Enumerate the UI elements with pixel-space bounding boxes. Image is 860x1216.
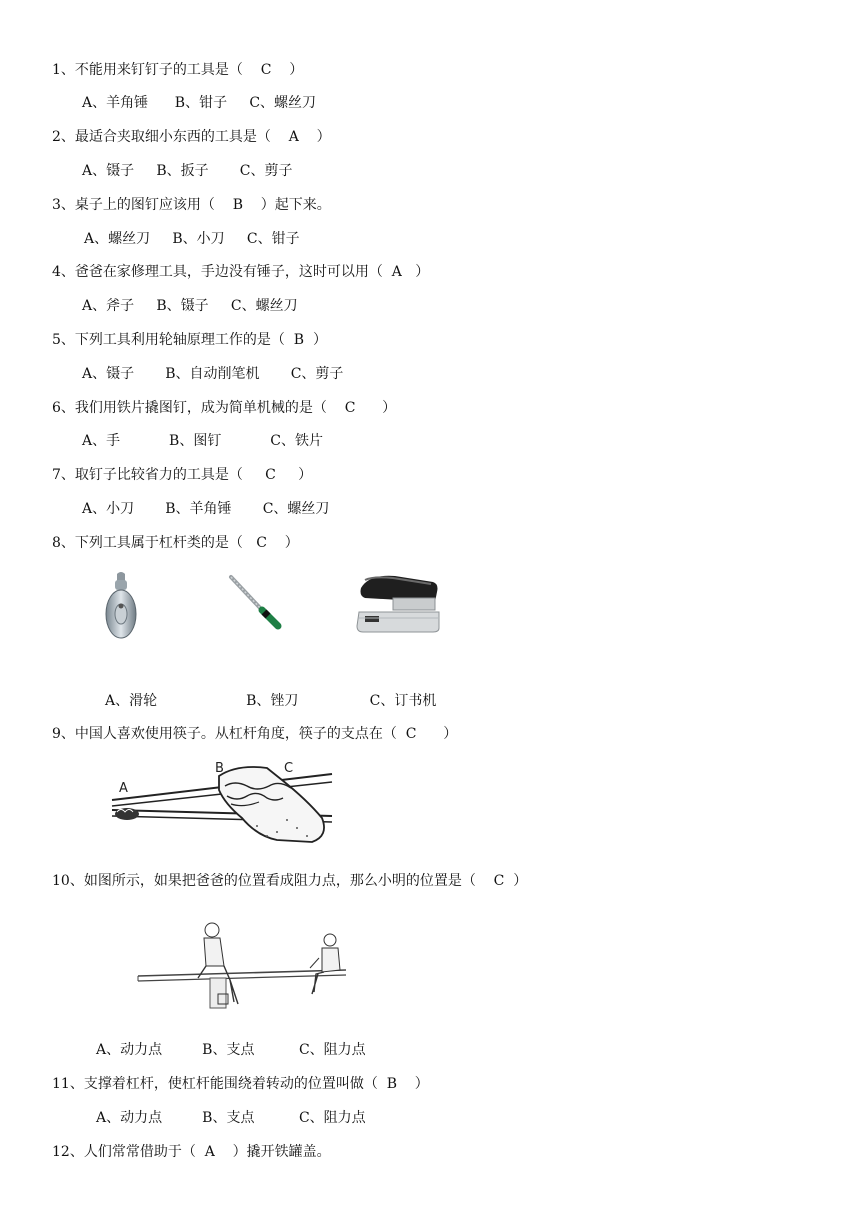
question-3: 3、桌子上的图钉应该用（ B ）起下来。: [52, 197, 331, 213]
question-8: 8、下列工具属于杠杆类的是（ C ）: [52, 535, 299, 551]
seesaw-figure: [134, 918, 350, 1018]
chopstick-label-b: B: [215, 761, 224, 776]
question-6: 6、我们用铁片撬图钉，成为简单机械的是（ C ）: [52, 400, 397, 416]
question-1: 1、不能用来钉钉子的工具是（ C ）: [52, 62, 304, 78]
question-4: 4、爸爸在家修理工具，手边没有锤子，这时可以用（ A ）: [52, 264, 430, 280]
question-11-options: A、动力点 B、支点 C、阻力点: [96, 1110, 366, 1126]
question-2: 2、最适合夹取细小东西的工具是（ A ）: [52, 129, 331, 145]
question-2-options: A、镊子 B、扳子 C、剪子: [82, 163, 293, 179]
stapler-image: [355, 572, 441, 636]
question-4-options: A、斧子 B、镊子 C、螺丝刀: [82, 298, 298, 314]
question-10: 10、如图所示，如果把爸爸的位置看成阻力点，那么小明的位置是（ C ）: [52, 873, 528, 889]
question-8-options: A、滑轮 B、锉刀 C、订书机: [105, 693, 437, 709]
question-11: 11、支撑着杠杆，使杠杆能围绕着转动的位置叫做（ B ）: [52, 1076, 429, 1092]
question-12: 12、人们常常借助于（ A ）撬开铁罐盖。: [52, 1144, 331, 1160]
question-7-options: A、小刀 B、羊角锤 C、螺丝刀: [82, 501, 330, 517]
question-5: 5、下列工具利用轮轴原理工作的是（ B ）: [52, 332, 327, 348]
file-tool-image: [228, 574, 284, 630]
question-10-options: A、动力点 B、支点 C、阻力点: [96, 1042, 366, 1058]
question-6-options: A、手 B、图钉 C、铁片: [82, 433, 324, 449]
chopstick-label-c: C: [284, 761, 294, 776]
question-5-options: A、镊子 B、自动削笔机 C、剪子: [82, 366, 344, 382]
question-3-options: A、螺丝刀 B、小刀 C、钳子: [84, 231, 300, 247]
question-7: 7、取钉子比较省力的工具是（ C ）: [52, 467, 313, 483]
question-9: 9、中国人喜欢使用筷子。从杠杆角度，筷子的支点在（ C ）: [52, 726, 458, 742]
chopstick-label-a: A: [119, 781, 128, 796]
pulley-image: [100, 572, 142, 642]
chopsticks-figure: [107, 756, 337, 848]
question-1-options: A、羊角锤 B、钳子 C、螺丝刀: [82, 95, 317, 111]
